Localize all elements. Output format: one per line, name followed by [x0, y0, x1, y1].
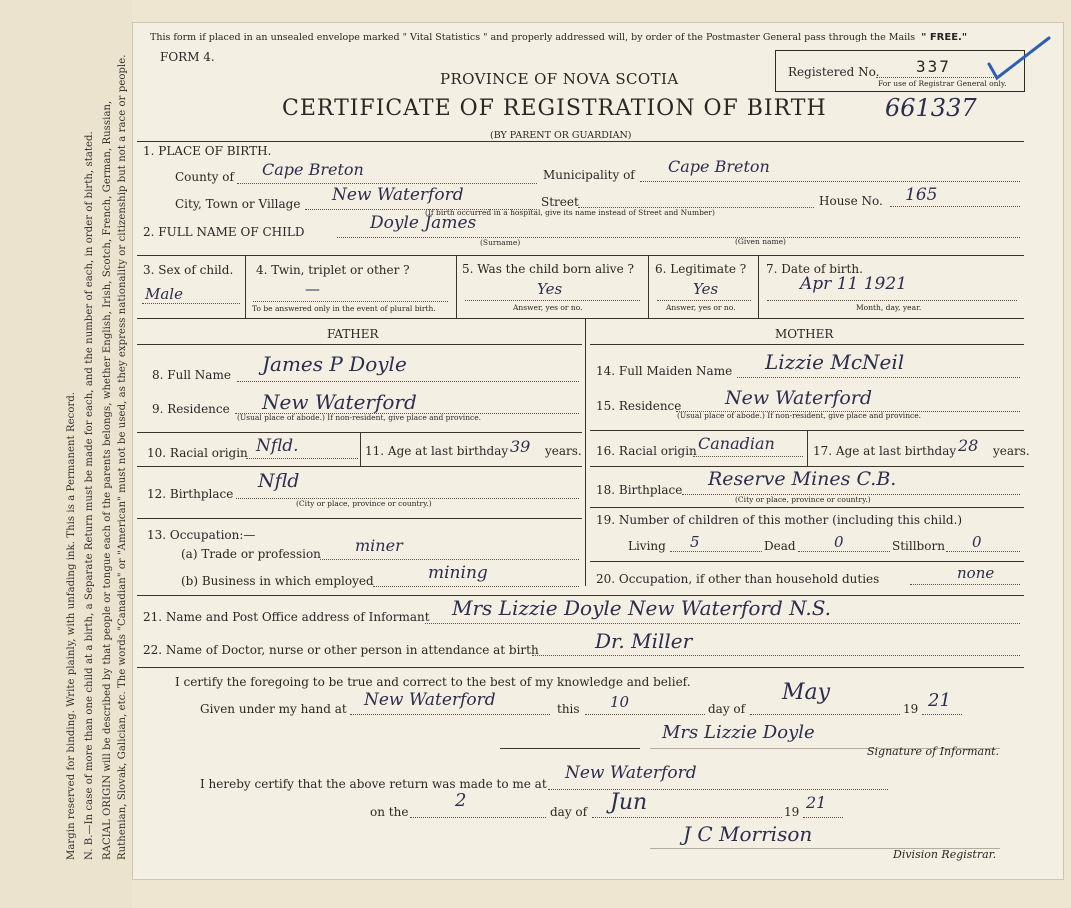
mother-name-label: 14. Full Maiden Name [596, 364, 733, 378]
certify-year-value: 21 [928, 690, 951, 711]
mother-age-value: 28 [958, 436, 979, 455]
sex-value: Male [145, 285, 183, 303]
certificate-title: CERTIFICATE OF REGISTRATION OF BIRTH [282, 96, 827, 121]
given-label: Given under my hand at [200, 702, 347, 716]
mother-occupation-value: none [957, 564, 995, 582]
registered-note: For use of Registrar General only. [878, 79, 1007, 88]
legitimate-label: 6. Legitimate ? [655, 262, 747, 276]
mother-name-value: Lizzie McNeil [765, 350, 905, 374]
legitimate-note: Answer, yes or no. [666, 303, 736, 312]
surname-note: (Surname) [480, 238, 521, 247]
this-label: this [557, 702, 580, 716]
city-label: City, Town or Village [175, 197, 301, 211]
twin-note: To be answered only in the event of plural birth. [252, 304, 436, 313]
city-value: New Waterford [332, 185, 464, 205]
mother-birthplace-label: 18. Birthplace [596, 483, 683, 497]
street-label: Street [541, 195, 579, 209]
margin-instruction-2: N. B.—In case of more than one child at a birth, a Separate Return must be made for each, and the number of each, in order of birth, stated. [84, 131, 95, 860]
father-trade-label: (a) Trade or profession [181, 547, 321, 561]
father-heading: FATHER [327, 327, 379, 341]
father-residence-label: 9. Residence [152, 402, 230, 416]
dead-value: 0 [834, 533, 844, 551]
legitimate-value: Yes [693, 280, 719, 298]
margin-instruction-1: Margin reserved for binding. Write plainly, with unfading ink. This is a Permanent Record. [66, 391, 77, 860]
doctor-label: 22. Name of Doctor, nurse or other person in attendance at birth [143, 643, 539, 657]
registrar-on-the-label: on the [370, 805, 409, 819]
child-name-value: Doyle James [370, 213, 477, 233]
registrar-year-prefix: 19 [784, 805, 800, 819]
dead-label: Dead [764, 539, 796, 553]
living-value: 5 [690, 533, 700, 551]
mother-birthplace-note: (City or place, province or country.) [735, 495, 871, 504]
registrar-day-of-label: day of [550, 805, 588, 819]
sex-label: 3. Sex of child. [143, 263, 234, 277]
registrar-text: I hereby certify that the above return was made to me at [200, 777, 547, 791]
informant-value: Mrs Lizzie Doyle New Waterford N.S. [452, 596, 832, 620]
father-birthplace-label: 12. Birthplace [147, 487, 234, 501]
birth-date-value: Apr 11 1921 [800, 274, 907, 294]
father-residence-value: New Waterford [262, 390, 417, 414]
registrar-place-value: New Waterford [565, 763, 697, 783]
mother-heading: MOTHER [775, 327, 834, 341]
twin-value: — [305, 280, 320, 298]
municipality-label: Municipality of [543, 168, 635, 182]
mother-occupation-label: 20. Occupation, if other than household duties [596, 572, 880, 586]
county-label: County of [175, 170, 234, 184]
twin-label: 4. Twin, triplet or other ? [256, 263, 410, 277]
municipality-value: Cape Breton [668, 157, 770, 176]
informant-label: 21. Name and Post Office address of Informant [143, 610, 430, 624]
house-value: 165 [905, 185, 938, 205]
stillborn-label: Stillborn [892, 539, 945, 553]
informant-signature-label: Signature of Informant. [867, 745, 1000, 758]
registrar-month-value: Jun [610, 790, 648, 815]
margin-instruction-4: Ruthenian, Slovak, Galician, etc. The words "Canadian" or "American" must not be used, as they express nationality or citizenship but not a race or people. [117, 54, 128, 860]
birth-date-label: 7. Date of birth. [766, 262, 863, 276]
father-business-label: (b) Business in which employed [181, 574, 374, 588]
certificate-subtitle: (BY PARENT OR GUARDIAN) [490, 130, 632, 141]
mother-residence-note: (Usual place of abode.) If non-resident, give place and province. [677, 411, 922, 420]
alive-value: Yes [537, 280, 563, 298]
certify-day-of-label: day of [708, 702, 746, 716]
father-residence-note: (Usual place of abode.) If non-resident, give place and province. [237, 413, 482, 422]
father-age-label: 11. Age at last birthday [365, 444, 509, 458]
father-name-value: James P Doyle [262, 352, 407, 376]
mother-race-value: Canadian [698, 434, 775, 453]
father-birthplace-value: Nfld [258, 470, 300, 492]
father-age-years: years. [545, 444, 582, 458]
registrar-day-value: 2 [455, 790, 467, 811]
registrar-signature-label: Division Registrar. [893, 848, 997, 861]
certify-day-value: 10 [610, 693, 630, 711]
mother-birthplace-value: Reserve Mines C.B. [708, 468, 897, 490]
check-mark-icon [985, 34, 1055, 84]
mother-race-label: 16. Racial origin [596, 444, 697, 458]
registered-value: 337 [916, 57, 951, 76]
certify-text: I certify the foregoing to be true and correct to the best of my knowledge and belief. [175, 675, 691, 689]
handwritten-registration-number: 661337 [885, 94, 977, 122]
registrar-year-value: 21 [806, 793, 827, 812]
doctor-value: Dr. Miller [595, 629, 693, 653]
mail-notice: This form if placed in an unsealed envelope marked " Vital Statistics " and properly addressed will, by order of the Postmaster General pass through the Mails " FREE." [150, 32, 968, 43]
informant-signature: Mrs Lizzie Doyle [662, 722, 815, 743]
mother-age-label: 17. Age at last birthday [813, 444, 957, 458]
certify-month-value: May [782, 680, 831, 705]
county-value: Cape Breton [262, 160, 364, 179]
registrar-signature: J C Morrison [683, 822, 813, 846]
father-birthplace-note: (City or place, province or country.) [296, 499, 432, 508]
house-label: House No. [819, 194, 883, 208]
hospital-note: (If birth occurred in a hospital, give its name instead of Street and Number) [425, 208, 715, 217]
margin-instruction-3: RACIAL ORIGIN will be described by that people or tongue each of the parents belongs, whether English, Irish, Scotch, French, German, Russian, [102, 100, 113, 860]
alive-label: 5. Was the child born alive ? [462, 262, 634, 276]
mother-age-years: years. [993, 444, 1030, 458]
alive-note: Answer, yes or no. [513, 303, 583, 312]
place-heading: 1. PLACE OF BIRTH. [143, 144, 272, 158]
father-business-value: mining [428, 563, 488, 583]
father-race-label: 10. Racial origin [147, 446, 248, 460]
living-label: Living [628, 539, 666, 553]
child-name-label: 2. FULL NAME OF CHILD [143, 225, 305, 239]
province-heading: PROVINCE OF NOVA SCOTIA [440, 70, 679, 88]
certify-year-prefix: 19 [903, 702, 919, 716]
father-age-value: 39 [510, 437, 531, 456]
registered-label: Registered No. [788, 65, 880, 79]
given-place-value: New Waterford [364, 690, 496, 710]
mother-residence-value: New Waterford [725, 387, 873, 409]
father-occupation-label: 13. Occupation:— [147, 528, 256, 542]
form-number: FORM 4. [160, 50, 215, 64]
binding-margin [0, 0, 132, 908]
father-race-value: Nfld. [256, 436, 299, 456]
father-trade-value: miner [355, 536, 403, 555]
stillborn-value: 0 [972, 533, 982, 551]
given-name-note: (Given name) [735, 237, 786, 246]
mother-residence-label: 15. Residence [596, 399, 682, 413]
birth-date-note: Month, day, year. [856, 303, 922, 312]
father-name-label: 8. Full Name [152, 368, 231, 382]
children-count-label: 19. Number of children of this mother (including this child.) [596, 513, 963, 527]
